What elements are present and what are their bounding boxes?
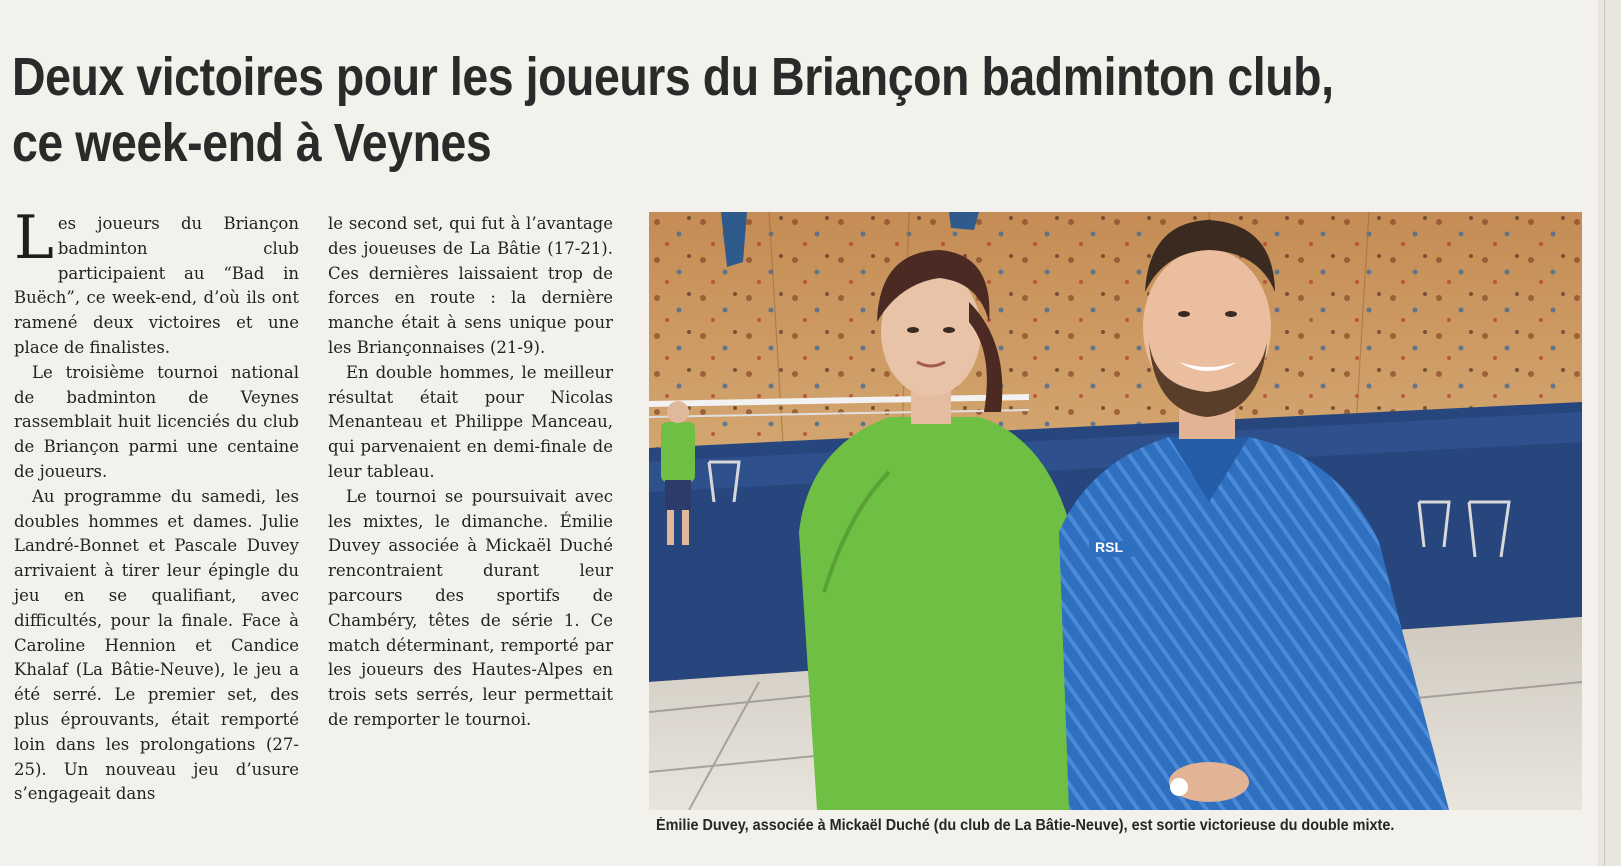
paragraph-text: es joueurs du Briançon badminton club participaient au “Bad in Buëch”, ce week-end, d’où ils ont ramené deux victoires et une place de finalistes.	[14, 214, 299, 357]
article-column-1	[14, 203, 299, 807]
headline-line-1: Deux victoires pour les joueurs du Briançon badminton club,	[12, 47, 1334, 107]
photo-illustration	[649, 212, 1582, 810]
page-fold-edge	[1598, 0, 1621, 866]
shuttlecock	[1170, 778, 1188, 796]
column-2-paragraph-1: le second set, qui fut à l’avantage des joueuses de La Bâtie (17-21). Ces dernières laissaient trop de forces en route : la dernière manche était à sens unique pour les Briançonnaises (21-9).	[328, 214, 613, 357]
headline-line-2: ce week-end à Veynes	[12, 113, 492, 173]
column-1-paragraph-3: Au programme du samedi, les doubles hommes et dames. Julie Landré-Bonnet et Pascale Duvey arrivaient à tirer leur épingle du jeu en se qualifiant, avec difficultés, pour la finale. Face à Caroline Hennion et Candice Khalaf (La Bâtie-Neuve), le jeu a été serré. Le premier set, des plus éprouvants, était remporté loin dans les prolongations (27-25). Un nouveau jeu d’usure s’engageait dans	[14, 486, 299, 804]
photo-caption: Émilie Duvey, associée à Mickaël Duché (du club de La Bâtie-Neuve), est sortie victorieuse du double mixte.	[656, 817, 1395, 834]
column-2-paragraph-3: Le tournoi se poursuivait avec les mixtes, le dimanche. Émilie Duvey associée à Mickaël Duché rencontraient durant leur parcours des sportifs de Chambéry, têtes de série 1. Ce match déterminant, remporté par les joueurs des Hautes-Alpes en trois sets serrés, leur permettait de remporter le tournoi.	[328, 486, 613, 729]
column-1-paragraph-1	[14, 203, 299, 361]
column-1-paragraph-2: Le troisième tournoi national de badminton de Veynes rassemblait huit licenciés du club de Briançon parmi une centaine de joueurs.	[14, 362, 299, 481]
article-photo	[649, 212, 1582, 810]
drop-cap: L	[14, 203, 54, 273]
article-headline	[12, 44, 1371, 176]
article-column-2	[328, 212, 613, 733]
column-2-paragraph-2: En double hommes, le meilleur résultat était pour Nicolas Menanteau et Philippe Manceau, qui parvenaient en demi-finale de leur tableau.	[328, 362, 613, 481]
shirt-logo: RSL	[1095, 539, 1123, 555]
